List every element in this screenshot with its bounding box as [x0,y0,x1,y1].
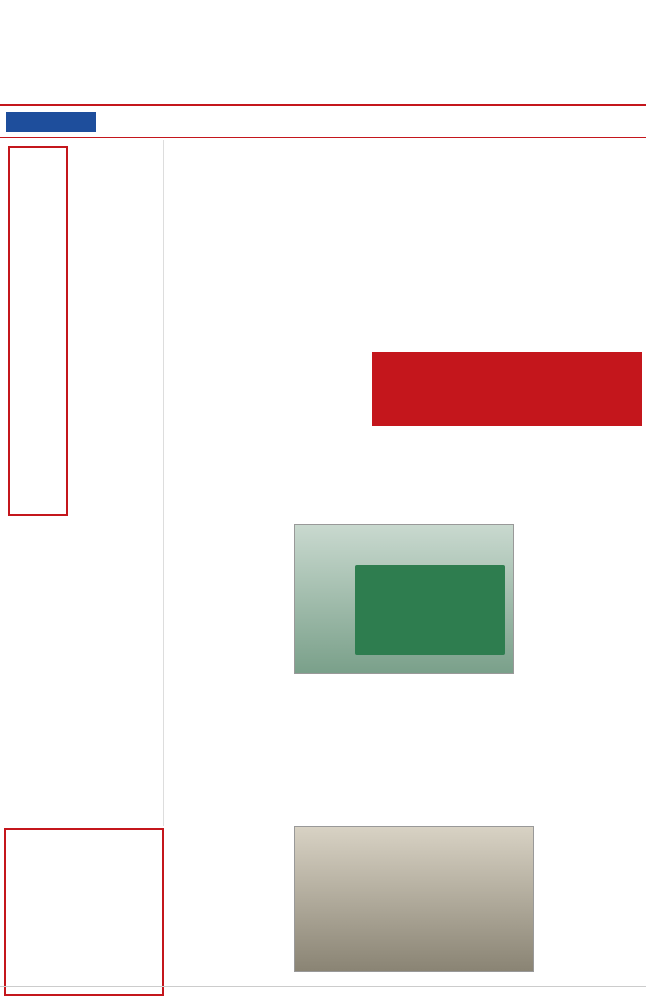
truck-photo-shape [355,565,505,655]
brand-badge [6,112,96,132]
newspaper-logo [20,16,302,86]
date-line-text [110,116,530,132]
lead-subheadline-2 [170,200,642,218]
vertical-subheadline [74,146,114,346]
lead-subheadline-1 [170,176,642,198]
page-footer [0,986,646,1000]
left-bottom-body [10,866,158,986]
mid-story-body-right [520,524,642,724]
left-column-subhead [8,544,160,558]
bottom-story-body-left [170,826,290,992]
feature-kicker [378,358,636,372]
left-column-body-upper [120,146,160,506]
mid-story-headline[interactable] [170,488,642,516]
mid-story-body-lower [170,678,514,768]
left-column-subhead [8,558,160,572]
top-story[interactable] [330,4,642,100]
masthead-subline [30,88,320,100]
top-story-headline[interactable] [330,22,642,44]
left-bottom-subtitle [10,850,158,862]
left-bottom-feature[interactable] [4,828,164,996]
bottom-story-headline[interactable] [170,792,642,820]
mid-story-kicker [170,472,642,488]
bottom-story-kicker [170,776,642,792]
mid-story-body-left [170,524,290,644]
bottom-story-photo [294,826,534,972]
feature-banner[interactable] [372,352,642,426]
mid-story-photo [294,524,514,674]
lead-headline[interactable] [170,144,642,174]
vertical-headline[interactable] [8,146,68,516]
left-bottom-title[interactable] [10,834,158,850]
top-story-body [330,50,642,98]
left-column-article[interactable] [4,140,164,826]
bottom-story[interactable] [170,776,642,996]
bottom-story-body-right [540,826,642,992]
left-column-body-lower [8,530,160,820]
feature-title[interactable] [378,376,636,396]
masthead [0,0,646,104]
top-story-kicker [330,4,642,20]
left-column-subhead [8,530,160,544]
dateline [0,104,646,138]
mid-story[interactable] [170,472,642,772]
